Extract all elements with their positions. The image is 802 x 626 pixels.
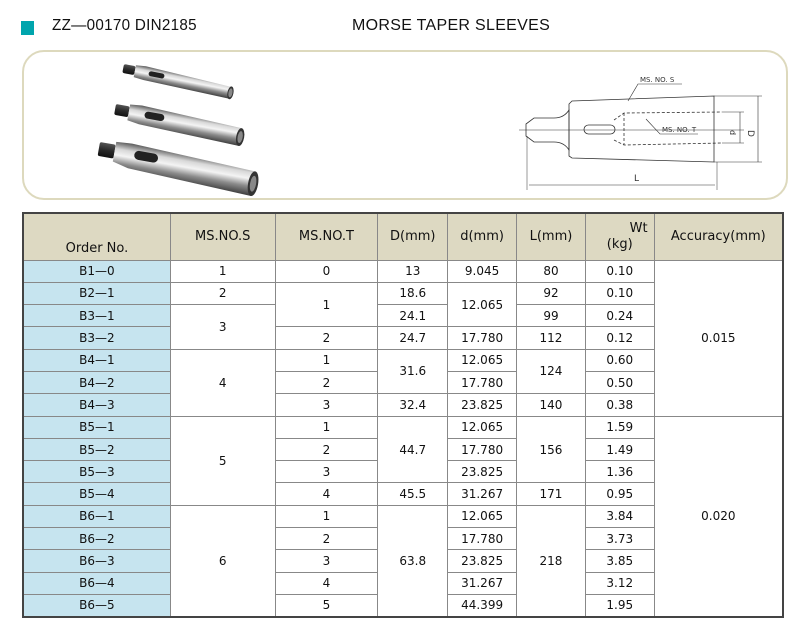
ms-no-s-label: MS. NO. S — [640, 76, 675, 84]
D-value: 13 — [378, 260, 448, 282]
header-ms-no-s: MS.NO.S — [170, 213, 275, 260]
weight-value: 1.36 — [585, 461, 654, 483]
header-D: D(mm) — [378, 213, 448, 260]
L-value: 99 — [517, 305, 586, 327]
d-value: 31.267 — [448, 483, 517, 505]
ms-no-t: 2 — [275, 327, 378, 349]
ms-no-s: 6 — [170, 505, 275, 616]
order-no: B6—2 — [23, 528, 170, 550]
d-value: 44.399 — [448, 594, 517, 616]
ms-no-t: 1 — [275, 505, 378, 527]
d-value: 31.267 — [448, 572, 517, 594]
accuracy-value: 0.020 — [654, 416, 783, 617]
ms-no-t: 3 — [275, 461, 378, 483]
D-value: 18.6 — [378, 282, 448, 304]
header-ms-no-t: MS.NO.T — [275, 213, 378, 260]
header-d: d(mm) — [448, 213, 517, 260]
weight-value: 3.12 — [585, 572, 654, 594]
weight-value: 0.60 — [585, 349, 654, 371]
weight-value: 0.24 — [585, 305, 654, 327]
d-value: 9.045 — [448, 260, 517, 282]
d-value: 17.780 — [448, 438, 517, 460]
d-value: 12.065 — [448, 505, 517, 527]
D-value: 63.8 — [378, 505, 448, 616]
order-no: B6—5 — [23, 594, 170, 616]
sleeve-large — [95, 138, 261, 197]
d-value: 23.825 — [448, 394, 517, 416]
ms-no-s: 5 — [170, 416, 275, 505]
ms-no-s: 1 — [170, 260, 275, 282]
spec-table — [22, 212, 784, 618]
D-value: 44.7 — [378, 416, 448, 483]
order-no: B5—2 — [23, 438, 170, 460]
ms-no-t: 3 — [275, 550, 378, 572]
ms-no-t: 2 — [275, 371, 378, 393]
page-title: MORSE TAPER SLEEVES — [352, 17, 551, 34]
d-value: 12.065 — [448, 282, 517, 327]
L-value: 156 — [517, 416, 586, 483]
order-no: B1—0 — [23, 260, 170, 282]
d-value: 17.780 — [448, 327, 517, 349]
order-no: B3—1 — [23, 305, 170, 327]
L-value: 140 — [517, 394, 586, 416]
weight-value: 1.95 — [585, 594, 654, 616]
weight-value: 3.73 — [585, 528, 654, 550]
ms-no-t: 3 — [275, 394, 378, 416]
accent-square-icon — [21, 21, 34, 35]
ms-no-s: 4 — [170, 349, 275, 416]
order-no: B6—3 — [23, 550, 170, 572]
ms-no-t-label: MS. NO. T — [662, 126, 697, 134]
order-no: B4—3 — [23, 394, 170, 416]
weight-value: 0.12 — [585, 327, 654, 349]
header-weight-top: Wt — [629, 220, 648, 236]
D-label: D — [745, 130, 755, 137]
order-no: B2—1 — [23, 282, 170, 304]
D-value: 24.1 — [378, 305, 448, 327]
header-weight-unit: (kg) — [606, 236, 633, 252]
d-value: 17.780 — [448, 371, 517, 393]
d-value: 23.825 — [448, 550, 517, 572]
ms-no-t: 0 — [275, 260, 378, 282]
order-no: B6—4 — [23, 572, 170, 594]
D-value: 31.6 — [378, 349, 448, 394]
header-L: L(mm) — [517, 213, 586, 260]
header-order-no: Order No. — [23, 213, 170, 260]
ms-no-t: 1 — [275, 349, 378, 371]
ms-no-t: 4 — [275, 572, 378, 594]
D-value: 32.4 — [378, 394, 448, 416]
header-accuracy: Accuracy(mm) — [654, 213, 783, 260]
order-no: B5—1 — [23, 416, 170, 438]
accuracy-value: 0.015 — [654, 260, 783, 416]
order-no: B6—1 — [23, 505, 170, 527]
order-no: B3—2 — [23, 327, 170, 349]
header-weight — [585, 213, 654, 260]
weight-value: 3.85 — [585, 550, 654, 572]
sleeve-medium — [113, 101, 247, 147]
sleeve-small — [121, 62, 235, 100]
L-value: 124 — [517, 349, 586, 394]
D-value: 45.5 — [378, 483, 448, 505]
ms-no-t: 1 — [275, 416, 378, 438]
order-no: B5—3 — [23, 461, 170, 483]
ms-no-t: 1 — [275, 282, 378, 327]
ms-no-t: 2 — [275, 528, 378, 550]
D-value: 24.7 — [378, 327, 448, 349]
L-value: 92 — [517, 282, 586, 304]
order-no: B4—2 — [23, 371, 170, 393]
d-value: 12.065 — [448, 416, 517, 438]
technical-drawing — [514, 52, 784, 202]
d-value: 23.825 — [448, 461, 517, 483]
table-header-row — [23, 213, 783, 260]
d-value: 17.780 — [448, 528, 517, 550]
product-code: ZZ—00170 DIN2185 — [52, 17, 197, 34]
product-image-panel — [22, 50, 788, 200]
L-label: L — [634, 174, 640, 184]
weight-value: 0.10 — [585, 260, 654, 282]
L-value: 218 — [517, 505, 586, 616]
d-label: d — [728, 130, 737, 136]
ms-no-t: 5 — [275, 594, 378, 616]
table-row — [23, 416, 783, 438]
table-row — [23, 260, 783, 282]
ms-no-s: 3 — [170, 305, 275, 350]
order-no: B4—1 — [23, 349, 170, 371]
order-no: B5—4 — [23, 483, 170, 505]
weight-value: 0.10 — [585, 282, 654, 304]
d-value: 12.065 — [448, 349, 517, 371]
ms-no-s: 2 — [170, 282, 275, 304]
weight-value: 0.50 — [585, 371, 654, 393]
sleeves-photo — [24, 52, 284, 202]
weight-value: 1.59 — [585, 416, 654, 438]
L-value: 112 — [517, 327, 586, 349]
L-value: 171 — [517, 483, 586, 505]
weight-value: 0.95 — [585, 483, 654, 505]
ms-no-t: 4 — [275, 483, 378, 505]
title-bar — [0, 0, 802, 50]
weight-value: 3.84 — [585, 505, 654, 527]
weight-value: 0.38 — [585, 394, 654, 416]
weight-value: 1.49 — [585, 438, 654, 460]
ms-no-t: 2 — [275, 438, 378, 460]
L-value: 80 — [517, 260, 586, 282]
